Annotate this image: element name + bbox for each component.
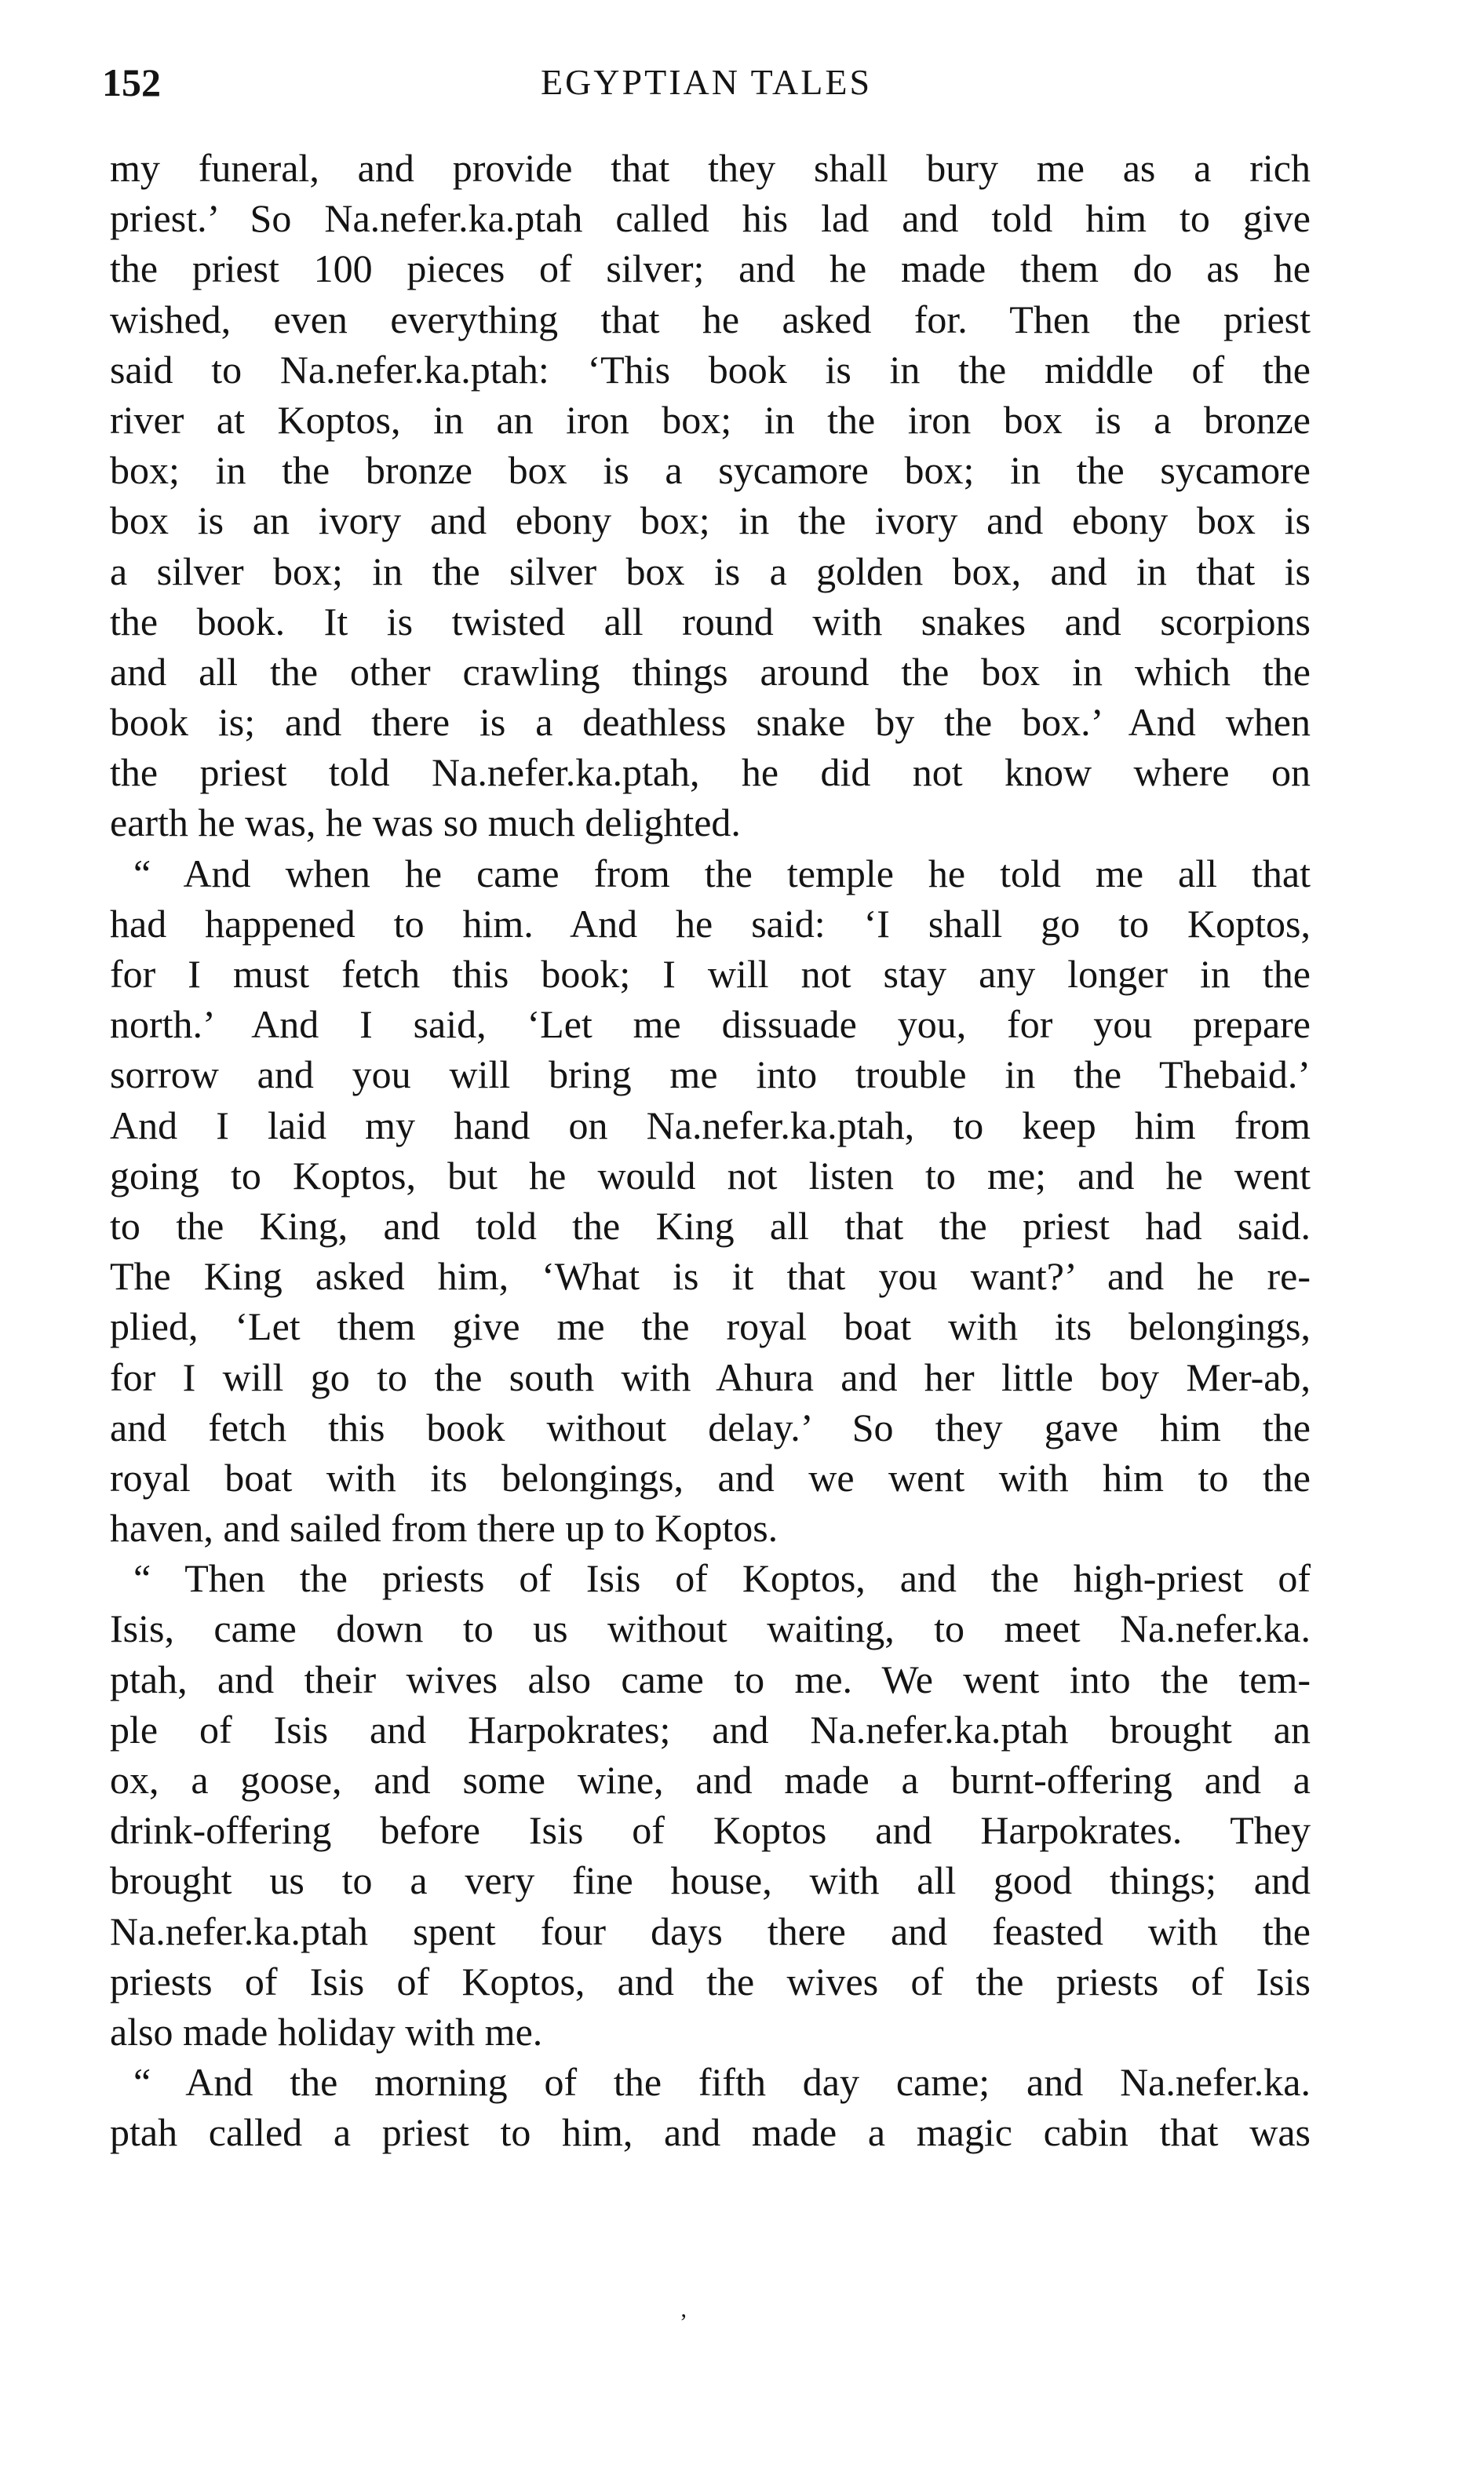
text-line: book is; and there is a deathless snake by the box.’ And when: [110, 700, 1311, 745]
text-line: to the King, and told the King all that the priest had said.: [110, 1203, 1311, 1248]
text-line: Na.nefer.ka.ptah spent four days there and feasted with the: [110, 1909, 1311, 1953]
text-line: the book. It is twisted all round with snakes and scorpions: [110, 599, 1311, 644]
text-line: priests of Isis of Koptos, and the wives of the priests of Isis: [110, 1959, 1311, 2003]
text-line: my funeral, and provide that they shall bury me as a rich: [110, 146, 1311, 190]
text-line: going to Koptos, but he would not listen to me; and he went: [110, 1153, 1311, 1198]
page-number: 152: [102, 60, 161, 104]
text-line: Isis, came down to us without waiting, to meet Na.nefer.ka.: [110, 1606, 1311, 1651]
text-line: said to Na.nefer.ka.ptah: ‘This book is in the middle of the: [110, 347, 1311, 392]
running-title: EGYPTIAN TALES: [540, 62, 873, 102]
text-line: box; in the bronze box is a sycamore box; in the sycamore: [110, 448, 1311, 493]
text-line: the priest told Na.nefer.ka.ptah, he did not know where on: [110, 750, 1311, 795]
text-line: river at Koptos, in an iron box; in the iron box is a bronze: [110, 397, 1311, 442]
text-line: And I laid my hand on Na.nefer.ka.ptah, to keep him from: [110, 1103, 1311, 1147]
text-line: earth he was, he was so much delighted.: [110, 800, 741, 845]
text-line: ple of Isis and Harpokrates; and Na.nefer.ka.ptah brought an: [110, 1707, 1311, 1752]
text-line: for I must fetch this book; I will not stay any longer in the: [110, 952, 1311, 996]
running-head: [102, 55, 1311, 110]
text-line: and fetch this book without delay.’ So they gave him the: [110, 1405, 1311, 1449]
text-line: “ Then the priests of Isis of Koptos, and the high-priest of: [133, 1556, 1311, 1601]
text-line: “ And the morning of the fifth day came; and Na.nefer.ka.: [133, 2060, 1311, 2105]
text-line: “ And when he came from the temple he told me all that: [133, 851, 1311, 895]
footer-mark: ʼ: [680, 2310, 687, 2335]
text-line: had happened to him. And he said: ‘I shall go to Koptos,: [110, 901, 1311, 946]
text-line: box is an ivory and ebony box; in the ivory and ebony box is: [110, 498, 1311, 543]
text-line: ptah, and their wives also came to me. We went into the tem-: [110, 1657, 1311, 1701]
text-line: for I will go to the south with Ahura and her little boy Mer-ab,: [110, 1354, 1311, 1399]
text-line: ptah called a priest to him, and made a magic cabin that was: [110, 2110, 1311, 2155]
text-line: plied, ‘Let them give me the royal boat with its belongings,: [110, 1304, 1311, 1349]
text-line: drink-offering before Isis of Koptos and Harpokrates. They: [110, 1808, 1311, 1853]
text-line: ox, a goose, and some wine, and made a burnt-offering and a: [110, 1758, 1311, 1802]
text-line: a silver box; in the silver box is a golden box, and in that is: [110, 549, 1311, 593]
text-line: The King asked him, ‘What is it that you want?’ and he re-: [110, 1254, 1311, 1299]
text-line: the priest 100 pieces of silver; and he made them do as he: [110, 246, 1311, 291]
text-line: haven, and sailed from there up to Koptos.: [110, 1506, 778, 1551]
body-text: [110, 143, 1311, 2158]
text-line: priest.’ So Na.nefer.ka.ptah called his lad and told him to give: [110, 196, 1311, 241]
text-line: sorrow and you will bring me into trouble in the Thebaid.’: [110, 1052, 1311, 1097]
text-line: and all the other crawling things around the box in which the: [110, 649, 1311, 694]
text-line: wished, even everything that he asked for. Then the priest: [110, 297, 1311, 341]
text-line: royal boat with its belongings, and we went with him to the: [110, 1455, 1311, 1500]
text-line: north.’ And I said, ‘Let me dissuade you, for you prepare: [110, 1002, 1311, 1047]
text-line: also made holiday with me.: [110, 2009, 543, 2054]
text-line: brought us to a very fine house, with all good things; and: [110, 1858, 1311, 1903]
